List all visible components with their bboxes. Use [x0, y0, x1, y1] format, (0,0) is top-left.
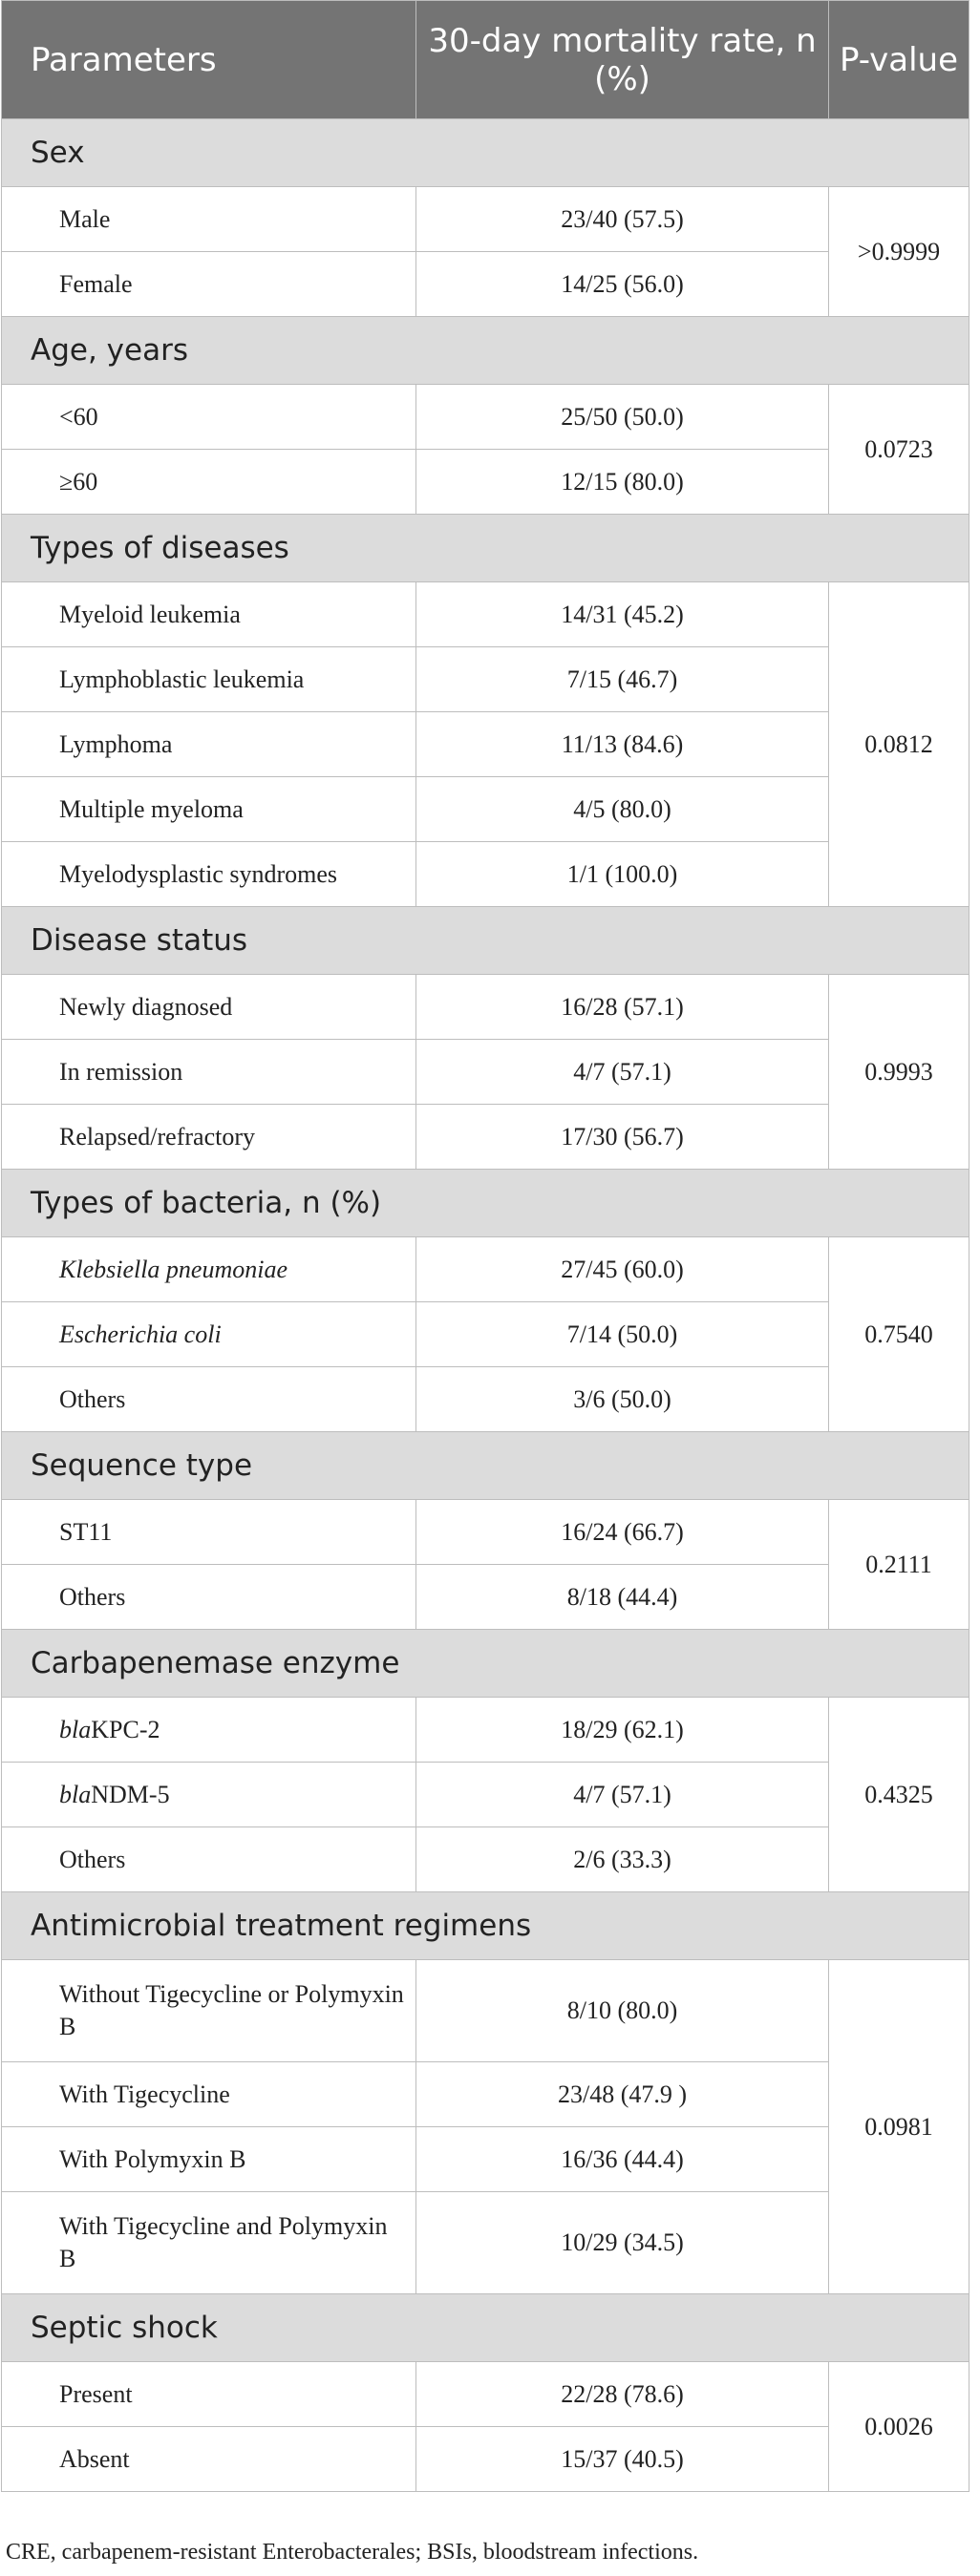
row-label: Escherichia coli [2, 1302, 416, 1367]
row-value: 4/5 (80.0) [416, 777, 829, 842]
row-value: 25/50 (50.0) [416, 385, 829, 450]
row-value: 14/25 (56.0) [416, 252, 829, 317]
section-row [2, 119, 969, 187]
table-row [2, 582, 969, 647]
row-label: Klebsiella pneumoniae [2, 1237, 416, 1302]
row-value: 4/7 (57.1) [416, 1040, 829, 1105]
table-row [2, 1367, 969, 1432]
table-row [2, 187, 969, 252]
table-row [2, 1763, 969, 1827]
mortality-table [1, 0, 969, 2492]
table-row [2, 712, 969, 777]
row-label: Others [2, 1367, 416, 1432]
table-row [2, 1302, 969, 1367]
table-row [2, 1827, 969, 1892]
row-label: Myelodysplastic syndromes [2, 842, 416, 907]
row-label: Absent [2, 2427, 416, 2492]
row-value: 11/13 (84.6) [416, 712, 829, 777]
table-row [2, 2192, 969, 2294]
row-value: 1/1 (100.0) [416, 842, 829, 907]
p-value: 0.2111 [829, 1500, 969, 1630]
section-row [2, 907, 969, 975]
row-value: 16/36 (44.4) [416, 2127, 829, 2192]
header-parameters: Parameters [2, 1, 416, 119]
row-value: 16/24 (66.7) [416, 1500, 829, 1565]
section-row [2, 1170, 969, 1237]
gene-name: KPC-2 [91, 1715, 160, 1743]
section-title: Types of bacteria, n (%) [2, 1170, 969, 1237]
row-value: 4/7 (57.1) [416, 1763, 829, 1827]
p-value: 0.0026 [829, 2362, 969, 2492]
p-value: 0.4325 [829, 1698, 969, 1892]
section-row [2, 515, 969, 582]
table-row [2, 252, 969, 317]
table-row [2, 2062, 969, 2127]
p-value: 0.7540 [829, 1237, 969, 1432]
p-value: 0.0812 [829, 582, 969, 907]
section-row [2, 1630, 969, 1698]
table-row [2, 1105, 969, 1170]
row-label: Relapsed/refractory [2, 1105, 416, 1170]
row-value: 8/10 (80.0) [416, 1960, 829, 2062]
table-row [2, 1698, 969, 1763]
header-p-value: P-value [829, 1, 969, 119]
row-label: With Tigecycline [2, 2062, 416, 2127]
header-row [2, 1, 969, 119]
row-value: 22/28 (78.6) [416, 2362, 829, 2427]
section-row [2, 1892, 969, 1960]
gene-prefix: bla [59, 1780, 92, 1808]
row-label: ST11 [2, 1500, 416, 1565]
row-label: Lymphoblastic leukemia [2, 647, 416, 712]
row-value: 10/29 (34.5) [416, 2192, 829, 2294]
section-title: Age, years [2, 317, 969, 385]
row-label: Myeloid leukemia [2, 582, 416, 647]
section-title: Disease status [2, 907, 969, 975]
p-value: >0.9999 [829, 187, 969, 317]
row-label: Female [2, 252, 416, 317]
section-title: Sex [2, 119, 969, 187]
row-value: 18/29 (62.1) [416, 1698, 829, 1763]
row-value: 8/18 (44.4) [416, 1565, 829, 1630]
table-row [2, 2362, 969, 2427]
row-label: Present [2, 2362, 416, 2427]
gene-prefix: bla [59, 1715, 92, 1743]
p-value: 0.0723 [829, 385, 969, 515]
row-label: With Polymyxin B [2, 2127, 416, 2192]
row-value: 23/40 (57.5) [416, 187, 829, 252]
row-label [2, 1763, 416, 1827]
table-row [2, 975, 969, 1040]
row-value: 23/48 (47.9 ) [416, 2062, 829, 2127]
row-label: Others [2, 1827, 416, 1892]
table-row [2, 647, 969, 712]
section-title: Septic shock [2, 2294, 969, 2362]
section-title: Sequence type [2, 1432, 969, 1500]
row-value: 16/28 (57.1) [416, 975, 829, 1040]
p-value: 0.0981 [829, 1960, 969, 2294]
section-title: Carbapenemase enzyme [2, 1630, 969, 1698]
table-row [2, 842, 969, 907]
row-value: 7/14 (50.0) [416, 1302, 829, 1367]
gene-name: NDM-5 [91, 1780, 170, 1808]
row-value: 7/15 (46.7) [416, 647, 829, 712]
row-label: Without Tigecycline or Polymyxin B [2, 1960, 416, 2062]
row-label: ≥60 [2, 450, 416, 515]
table-row [2, 2127, 969, 2192]
table-row [2, 777, 969, 842]
row-label: In remission [2, 1040, 416, 1105]
table-row [2, 1237, 969, 1302]
row-label: Multiple myeloma [2, 777, 416, 842]
row-label: <60 [2, 385, 416, 450]
row-label: With Tigecycline and Polymyxin B [2, 2192, 416, 2294]
row-value: 2/6 (33.3) [416, 1827, 829, 1892]
row-value: 15/37 (40.5) [416, 2427, 829, 2492]
section-row [2, 1432, 969, 1500]
table-row [2, 1500, 969, 1565]
section-title: Types of diseases [2, 515, 969, 582]
row-label: Newly diagnosed [2, 975, 416, 1040]
table-row [2, 1040, 969, 1105]
table-footnote: CRE, carbapenem-resistant Enterobacterales; BSIs, bloodstream infections. [6, 2540, 699, 2565]
row-label: Others [2, 1565, 416, 1630]
row-value: 3/6 (50.0) [416, 1367, 829, 1432]
section-title: Antimicrobial treatment regimens [2, 1892, 969, 1960]
table-row [2, 385, 969, 450]
p-value: 0.9993 [829, 975, 969, 1170]
row-label: Male [2, 187, 416, 252]
row-value: 14/31 (45.2) [416, 582, 829, 647]
row-value: 17/30 (56.7) [416, 1105, 829, 1170]
row-value: 12/15 (80.0) [416, 450, 829, 515]
table-row [2, 2427, 969, 2492]
row-label: Lymphoma [2, 712, 416, 777]
row-value: 27/45 (60.0) [416, 1237, 829, 1302]
table-row [2, 1565, 969, 1630]
row-label [2, 1698, 416, 1763]
section-row [2, 2294, 969, 2362]
section-row [2, 317, 969, 385]
header-mortality-rate: 30-day mortality rate, n (%) [416, 1, 829, 119]
table-row [2, 1960, 969, 2062]
table-row [2, 450, 969, 515]
